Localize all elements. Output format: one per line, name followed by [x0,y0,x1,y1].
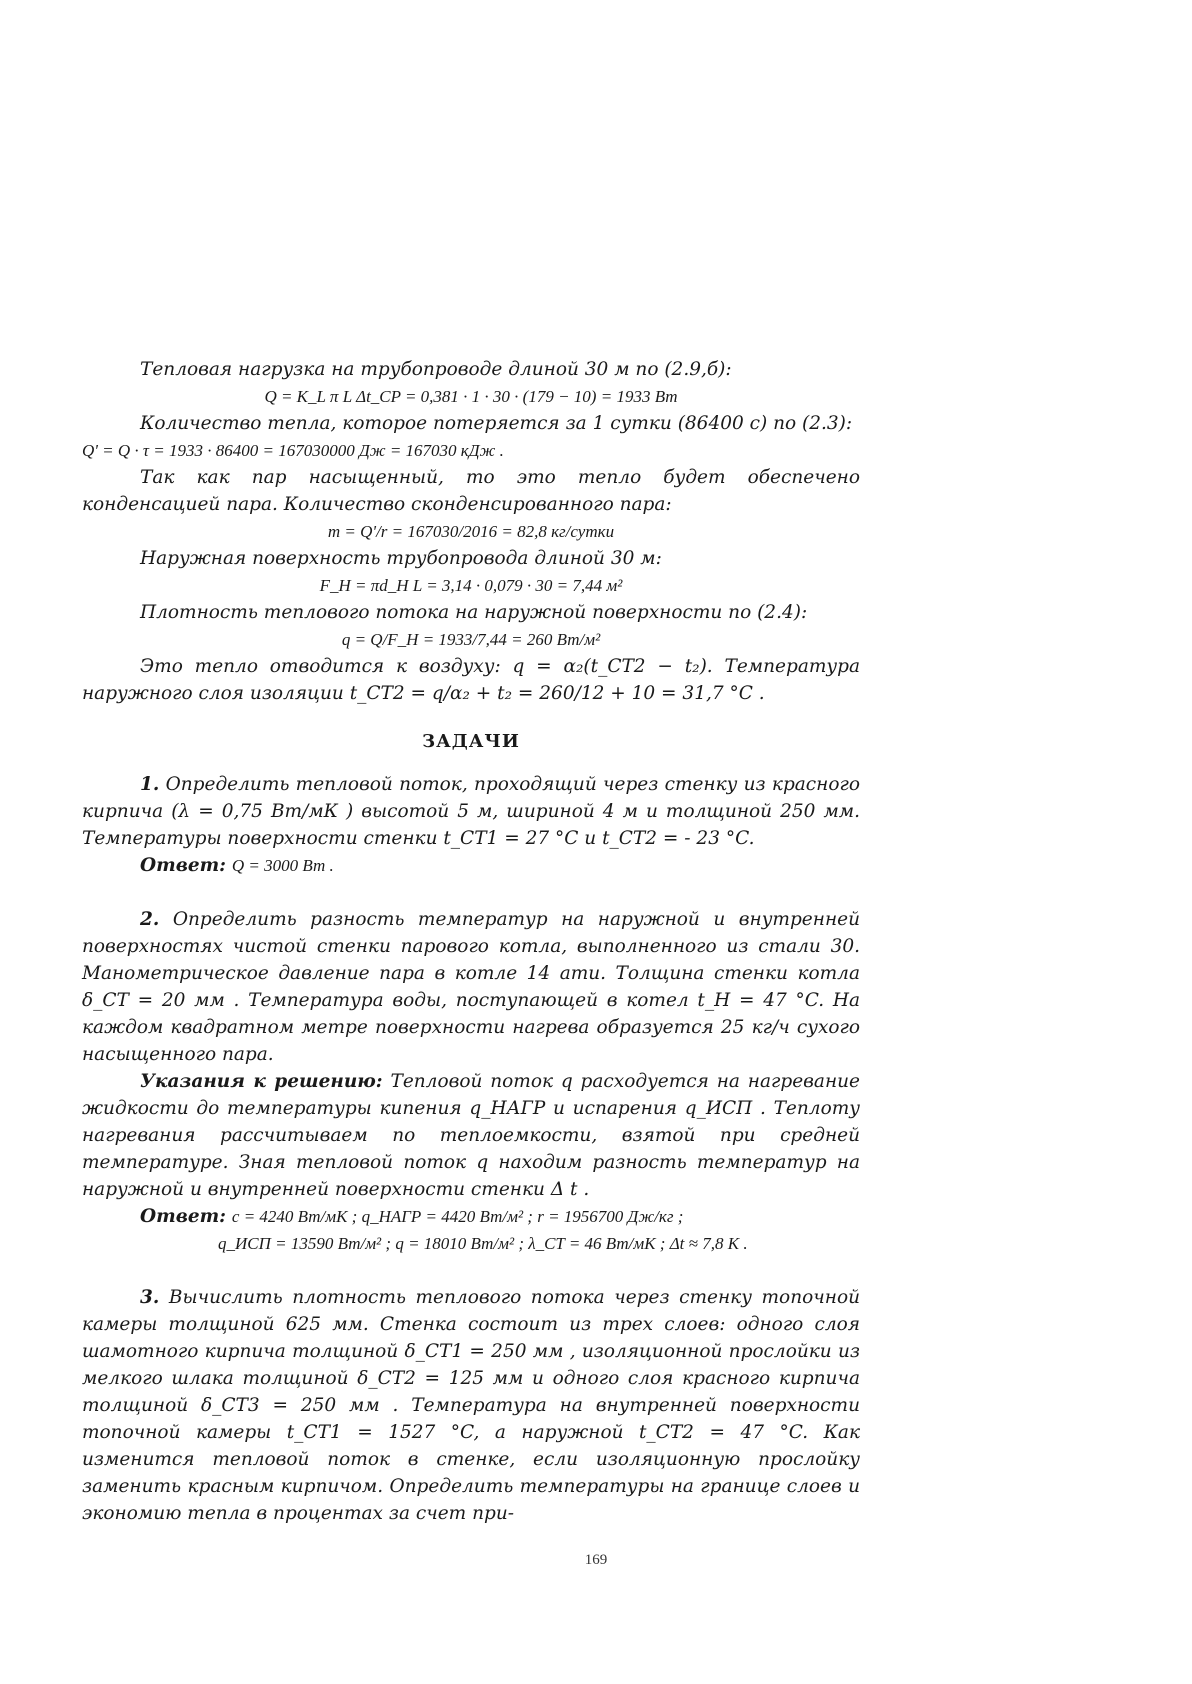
formula-condensate-mass: m = Q'/r = 167030/2016 = 82,8 кг/сутки [327,522,615,541]
task-2-statement [82,906,860,1068]
task-1-answer-label: Ответ: [140,855,227,876]
task-2-hint-label: Указания к решению: [140,1071,383,1092]
formula-outer-surface: F_H = πd_H L = 3,14 · 0,079 · 30 = 7,44 м² [319,576,623,595]
task-2-answer [82,1203,860,1230]
task-2-hint [82,1068,860,1203]
task-2-answer-label: Ответ: [140,1206,227,1227]
intro-paragraph-heat-loss: Количество тепла, которое потеряется за 1 сутки (86400 с) по (2.3): [140,413,853,434]
task-2-answer-line-2: q_ИСП = 13590 Вт/м² ; q = 18010 Вт/м² ; λ_CT = 46 Вт/мК ; Δt ≈ 7,8 K . [218,1234,748,1253]
page-content [82,356,860,1527]
task-1-text: Определить тепловой поток, проходящий через стенку из красного кирпича (λ = 0,75 Вт/мК ) высотой 5 м, шириной 4 м и толщиной 250 мм. Температуры поверхности стенки t_CT1 = 27 °C и t_CT2 = - 23 °C. [82,774,860,849]
intro-paragraph-insulation-temp: Это тепло отводится к воздуху: q = α₂(t_CT2 − t₂). Температура наружного слоя изоляции t_CT2 = q/α₂ + t₂ = 260/12 + 10 = 31,7 °C . [82,656,860,704]
task-1-number: 1. [140,774,160,795]
task-1-answer-value: Q = 3000 Вт . [231,856,334,875]
task-2-text: Определить разность температур на наружной и внутренней поверхностях чистой стенки парового котла, выполненного из стали 30. Манометрическое давление пара в котле 14 ати. Толщина стенки котла δ_CT = 20 мм . Температура воды, поступающей в котел t_H = 47 °C. На каждом квадратном метре поверхности нагрева образуется 25 кг/ч сухого насыщенного пара. [82,909,860,1065]
task-3-statement [82,1284,860,1527]
intro-paragraph-heat-load: Тепловая нагрузка на трубопроводе длиной 30 м по (2.9,б): [140,359,732,380]
task-2-answer-line-1: c = 4240 Вт/мК ; q_НАГР = 4420 Вт/м² ; r = 1956700 Дж/кг ; [231,1207,684,1226]
task-3-text: Вычислить плотность теплового потока через стенку топочной камеры толщиной 625 мм. Стенка состоит из трех слоев: одного слоя шамотного кирпича толщиной δ_CT1 = 250 мм , изоляционной прослойки из мелкого шлака толщиной δ_CT2 = 125 мм и одного слоя красного кирпича толщиной δ_CT3 = 250 мм . Температура на внутренней поверхности топочной камеры t_CT1 = 1527 °C, а наружной t_CT2 = 47 °C. Как изменится тепловой поток в стенке, если изоляционную прослойку заменить красным кирпичом. Определить температуры на границе слоев и экономию тепла в процентах за счет при- [82,1287,860,1524]
intro-paragraph-flux-density: Плотность теплового потока на наружной поверхности по (2.4): [140,602,808,623]
task-2-number: 2. [140,909,160,930]
intro-paragraph-condensation: Так как пар насыщенный, то это тепло будет обеспечено конденсацией пара. Количество сконденсированного пара: [82,467,860,515]
formula-flux-density: q = Q/F_H = 1933/7,44 = 260 Вт/м² [341,630,601,649]
intro-paragraph-outer-surface: Наружная поверхность трубопровода длиной 30 м: [140,548,662,569]
page-number: 169 [584,1552,608,1568]
task-1-answer [82,852,860,879]
task-1-statement [82,771,860,852]
section-heading: ЗАДАЧИ [422,731,520,752]
task-3-number: 3. [140,1287,160,1308]
task-2-hint-text: Тепловой поток q расходуется на нагревание жидкости до температуры кипения q_НАГР и испарения q_ИСП . Теплоту нагревания рассчитываем по теплоемкости, взятой при средней температуре. Зная тепловой поток q находим разность температур на наружной и внутренней поверхности стенки Δ t . [82,1071,860,1200]
formula-heat-loss: Q' = Q · τ = 1933 · 86400 = 167030000 Дж = 167030 кДж . [82,441,504,460]
formula-heat-load: Q = K_L π L Δt_CP = 0,381 · 1 · 30 · (179 − 10) = 1933 Вт [264,387,678,406]
